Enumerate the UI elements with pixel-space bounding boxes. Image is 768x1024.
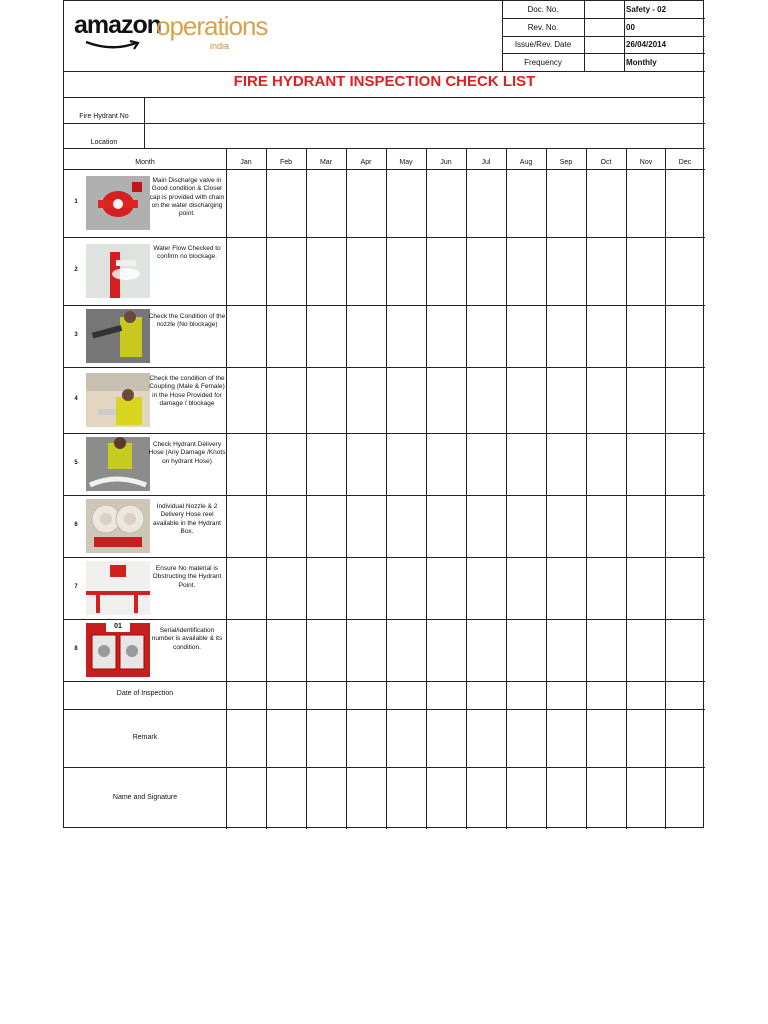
check-cell-feb[interactable] xyxy=(267,496,306,557)
doc-no-value: Safety - 02 xyxy=(626,5,667,14)
check-cell-feb[interactable] xyxy=(267,238,306,305)
check-cell-may[interactable] xyxy=(387,238,426,305)
check-cell-jul[interactable] xyxy=(467,434,506,495)
check-item-description: Water Flow Checked to confirm no blockage. xyxy=(153,245,221,261)
check-cell-apr[interactable] xyxy=(347,238,386,305)
check-cell-may[interactable] xyxy=(387,620,426,681)
logo-operations-text: operations xyxy=(156,11,268,41)
check-cell-jan[interactable] xyxy=(227,496,266,557)
check-cell-mar[interactable] xyxy=(307,620,346,681)
rev-no-label: Rev. No. xyxy=(527,23,559,32)
check-cell-may[interactable] xyxy=(387,496,426,557)
check-cell-sep[interactable] xyxy=(547,238,586,305)
check-cell-aug[interactable] xyxy=(507,368,546,433)
check-cell-dec[interactable] xyxy=(666,496,705,557)
month-aug: Aug xyxy=(519,159,533,166)
logo-amazon-text: amazon xyxy=(74,11,162,39)
inspection-photo xyxy=(86,309,150,363)
check-cell-nov[interactable] xyxy=(627,558,665,619)
check-cell-jul[interactable] xyxy=(467,306,506,367)
month-dec: Dec xyxy=(678,159,692,166)
check-cell-feb[interactable] xyxy=(267,558,306,619)
check-cell-dec[interactable] xyxy=(666,170,705,237)
month-sep: Sep xyxy=(559,159,573,166)
check-cell-aug[interactable] xyxy=(507,558,546,619)
item-number: 2 xyxy=(74,267,78,273)
check-cell-mar[interactable] xyxy=(307,306,346,367)
frequency-label: Frequency xyxy=(524,58,562,67)
check-cell-jul[interactable] xyxy=(467,368,506,433)
check-cell-jan[interactable] xyxy=(227,434,266,495)
check-item-description: Main Discharge valve in Good condition & Closer cap is provided with chain on the water discharging point. xyxy=(149,177,225,218)
check-cell-nov[interactable] xyxy=(627,620,665,681)
month-header: Month xyxy=(135,159,155,166)
item-number: 1 xyxy=(74,199,78,205)
issue-date-value: 26/04/2014 xyxy=(626,40,667,49)
check-cell-jun[interactable] xyxy=(427,558,466,619)
check-cell-apr[interactable] xyxy=(347,496,386,557)
check-cell-sep[interactable] xyxy=(547,306,586,367)
month-feb: Feb xyxy=(279,159,293,166)
date-of-inspection-label: Date of Inspection xyxy=(116,690,174,697)
inspection-photo xyxy=(86,176,150,230)
check-cell-jun[interactable] xyxy=(427,496,466,557)
check-item-description: Ensure No material is Obstructing the Hydrant Point. xyxy=(152,565,222,589)
check-cell-jan[interactable] xyxy=(227,238,266,305)
check-cell-nov[interactable] xyxy=(627,306,665,367)
check-cell-apr[interactable] xyxy=(347,434,386,495)
remark-label: Remark xyxy=(132,734,158,741)
inspection-photo xyxy=(86,437,150,491)
check-cell-oct[interactable] xyxy=(587,558,626,619)
check-cell-dec[interactable] xyxy=(666,434,705,495)
month-jan: Jan xyxy=(240,159,252,166)
check-cell-oct[interactable] xyxy=(587,434,626,495)
month-oct: Oct xyxy=(600,159,612,166)
check-cell-dec[interactable] xyxy=(666,368,705,433)
inspection-photo xyxy=(86,499,150,553)
check-cell-dec[interactable] xyxy=(666,306,705,367)
check-cell-sep[interactable] xyxy=(547,434,586,495)
check-cell-oct[interactable] xyxy=(587,238,626,305)
check-cell-jan[interactable] xyxy=(227,368,266,433)
check-cell-mar[interactable] xyxy=(307,368,346,433)
check-cell-dec[interactable] xyxy=(666,620,705,681)
check-cell-may[interactable] xyxy=(387,368,426,433)
check-cell-aug[interactable] xyxy=(507,238,546,305)
item-number: 8 xyxy=(74,646,78,652)
check-cell-sep[interactable] xyxy=(547,496,586,557)
check-cell-oct[interactable] xyxy=(587,368,626,433)
check-cell-sep[interactable] xyxy=(547,620,586,681)
check-cell-aug[interactable] xyxy=(507,496,546,557)
check-cell-apr[interactable] xyxy=(347,558,386,619)
item-number: 6 xyxy=(74,522,78,528)
check-cell-sep[interactable] xyxy=(547,558,586,619)
page-title: FIRE HYDRANT INSPECTION CHECK LIST xyxy=(233,73,536,90)
month-jul: Jul xyxy=(481,159,491,166)
check-cell-jun[interactable] xyxy=(427,620,466,681)
item-number: 7 xyxy=(74,584,78,590)
check-cell-dec[interactable] xyxy=(666,558,705,619)
check-cell-aug[interactable] xyxy=(507,306,546,367)
check-cell-aug[interactable] xyxy=(507,620,546,681)
inspection-photo xyxy=(86,244,150,298)
location-label: Location xyxy=(90,139,118,146)
check-cell-apr[interactable] xyxy=(347,620,386,681)
check-cell-apr[interactable] xyxy=(347,368,386,433)
item-number: 4 xyxy=(74,396,78,402)
check-cell-jun[interactable] xyxy=(427,306,466,367)
inspection-photo xyxy=(86,373,150,427)
item-number: 3 xyxy=(74,332,78,338)
check-cell-jul[interactable] xyxy=(467,620,506,681)
check-cell-jan[interactable] xyxy=(227,170,266,237)
logo-india-text: india xyxy=(210,41,230,51)
month-mar: Mar xyxy=(319,159,333,166)
check-cell-mar[interactable] xyxy=(307,434,346,495)
check-cell-feb[interactable] xyxy=(267,620,306,681)
check-cell-aug[interactable] xyxy=(507,434,546,495)
check-cell-jul[interactable] xyxy=(467,170,506,237)
check-cell-jul[interactable] xyxy=(467,558,506,619)
inspection-photo xyxy=(86,561,150,615)
check-cell-feb[interactable] xyxy=(267,170,306,237)
check-cell-jun[interactable] xyxy=(427,368,466,433)
check-cell-feb[interactable] xyxy=(267,306,306,367)
check-cell-jun[interactable] xyxy=(427,170,466,237)
check-cell-aug[interactable] xyxy=(507,170,546,237)
check-cell-may[interactable] xyxy=(387,170,426,237)
rev-no-value: 00 xyxy=(626,23,635,32)
check-cell-oct[interactable] xyxy=(587,620,626,681)
check-cell-nov[interactable] xyxy=(627,434,665,495)
check-cell-jan[interactable] xyxy=(227,620,266,681)
check-item-description: Check the Condition of the nozzle (No blockage) xyxy=(148,313,226,329)
check-cell-sep[interactable] xyxy=(547,170,586,237)
month-apr: Apr xyxy=(360,159,372,166)
check-cell-mar[interactable] xyxy=(307,496,346,557)
check-cell-jun[interactable] xyxy=(427,238,466,305)
check-cell-jan[interactable] xyxy=(227,306,266,367)
check-cell-jul[interactable] xyxy=(467,496,506,557)
fire-hydrant-no-label: Fire Hydrant No xyxy=(79,113,129,120)
check-cell-nov[interactable] xyxy=(627,368,665,433)
check-cell-mar[interactable] xyxy=(307,558,346,619)
check-cell-feb[interactable] xyxy=(267,368,306,433)
month-jun: Jun xyxy=(440,159,452,166)
amazon-smile-icon xyxy=(84,39,144,53)
check-cell-sep[interactable] xyxy=(547,368,586,433)
amazon-operations-logo xyxy=(72,7,282,59)
check-item-description: Individual Nozzle & 2 Delivery Hose reel available in the Hydrant Box. xyxy=(153,503,221,535)
check-cell-nov[interactable] xyxy=(627,496,665,557)
check-cell-mar[interactable] xyxy=(307,170,346,237)
item-number: 5 xyxy=(74,460,78,466)
check-item-description: Check Hydrant Delivery Hose (Any Damage /Knots on hydrant Hose) xyxy=(148,441,226,465)
check-cell-mar[interactable] xyxy=(307,238,346,305)
check-cell-apr[interactable] xyxy=(347,170,386,237)
month-nov: Nov xyxy=(639,159,653,166)
check-cell-may[interactable] xyxy=(387,558,426,619)
check-cell-feb[interactable] xyxy=(267,434,306,495)
frequency-value: Monthly xyxy=(626,58,657,67)
check-cell-dec[interactable] xyxy=(666,238,705,305)
name-and-signature-label: Name and Signature xyxy=(112,794,178,801)
doc-no-label: Doc. No. xyxy=(527,5,559,14)
issue-date-label: Issue/Rev. Date xyxy=(514,40,572,49)
inspection-photo xyxy=(86,623,150,677)
check-cell-oct[interactable] xyxy=(587,306,626,367)
check-cell-nov[interactable] xyxy=(627,170,665,237)
check-cell-jul[interactable] xyxy=(467,238,506,305)
check-cell-may[interactable] xyxy=(387,306,426,367)
photo-label: 01 xyxy=(114,623,122,630)
check-cell-apr[interactable] xyxy=(347,306,386,367)
check-cell-nov[interactable] xyxy=(627,238,665,305)
check-cell-jun[interactable] xyxy=(427,434,466,495)
inspection-sheet xyxy=(63,0,704,828)
check-cell-oct[interactable] xyxy=(587,170,626,237)
check-item-description: Check the condition of the Coupling (Male & Female) in the Hose Provided for damage / blockage xyxy=(149,375,225,407)
month-may: May xyxy=(399,159,413,166)
check-item-description: Serial/identification number is available & its condition. xyxy=(151,627,223,651)
check-cell-jan[interactable] xyxy=(227,558,266,619)
check-cell-oct[interactable] xyxy=(587,496,626,557)
check-cell-may[interactable] xyxy=(387,434,426,495)
